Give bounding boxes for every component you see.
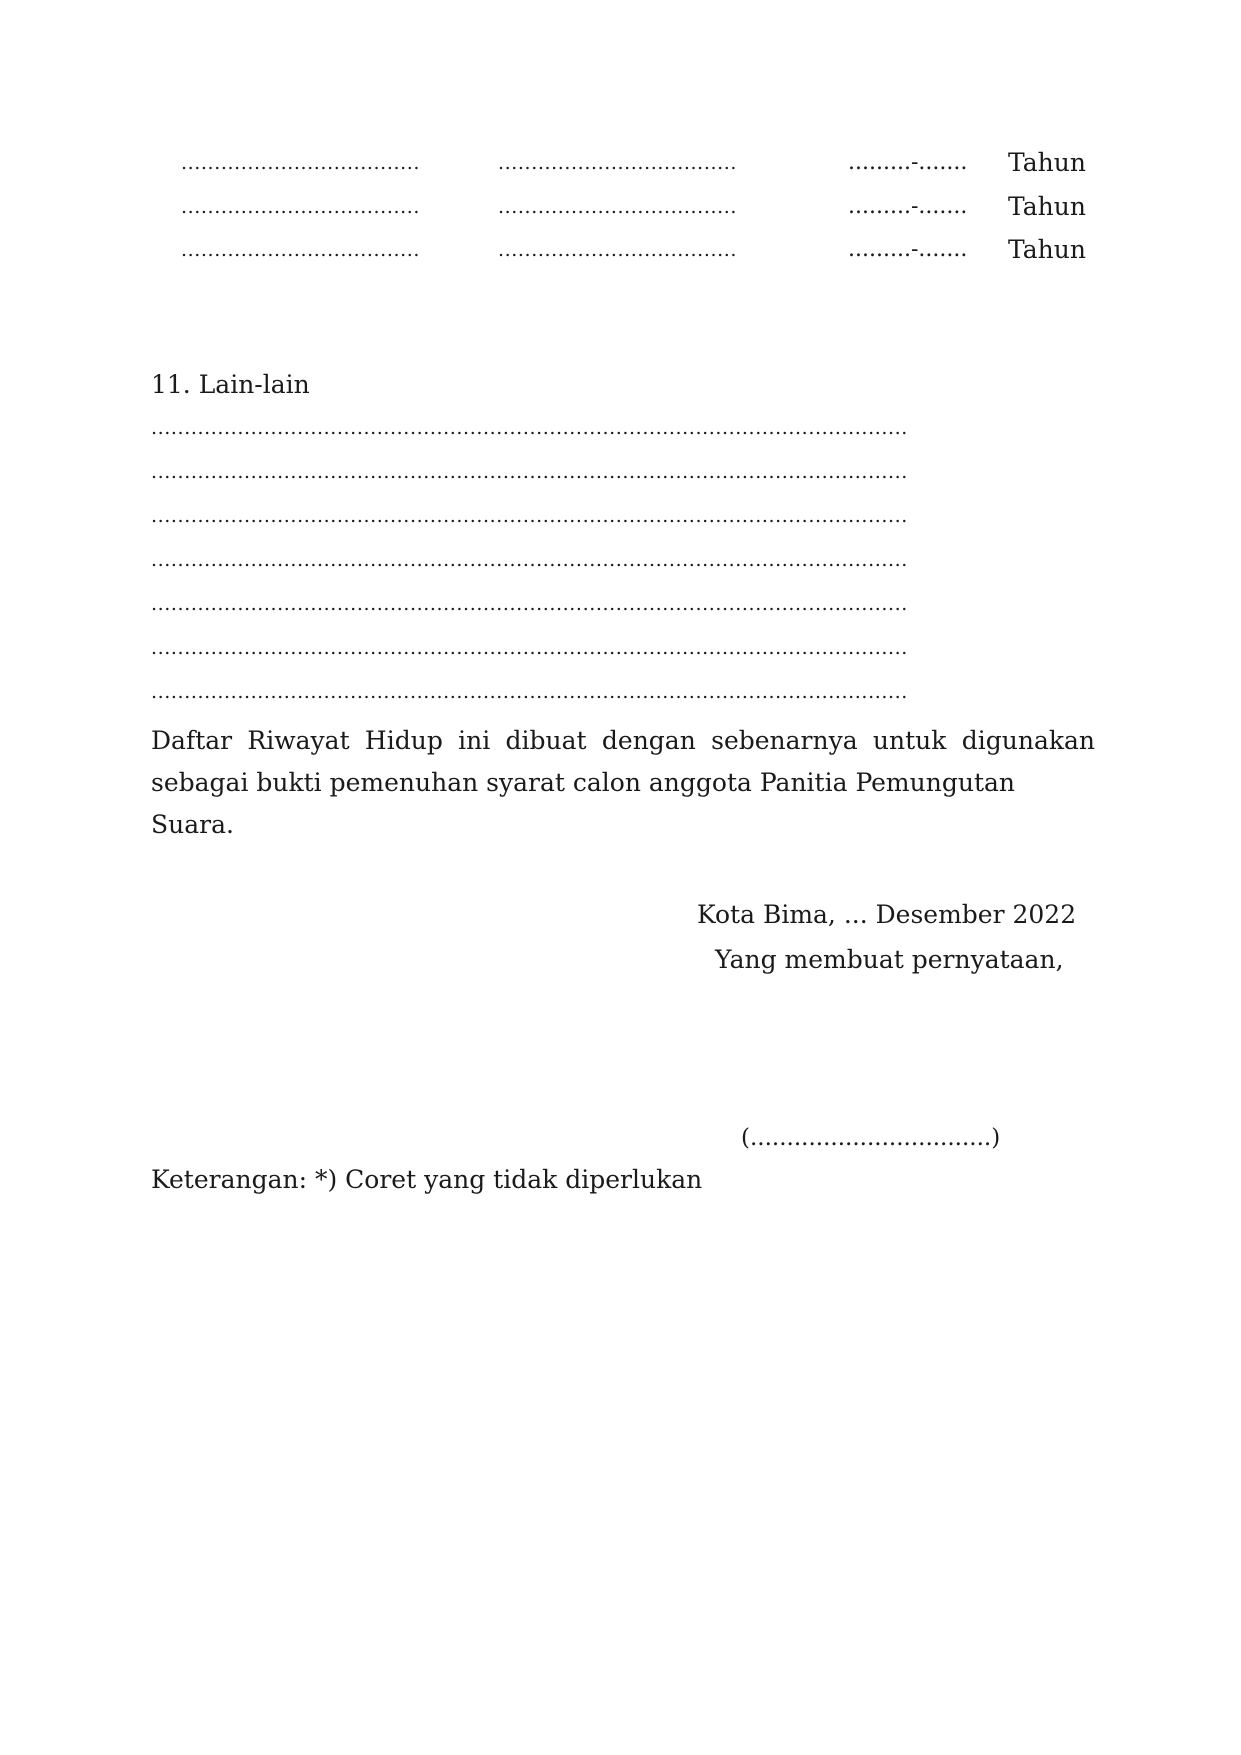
period-field: .........-....... [848, 194, 968, 219]
period-field: .........-....... [848, 237, 968, 262]
period-field: .........-....... [848, 150, 968, 175]
signer-title: Yang membuat pernyataan, [715, 945, 1064, 974]
statement-paragraph [151, 720, 1095, 846]
blank-field: .................................... [498, 152, 738, 174]
period-unit: Tahun [1008, 235, 1086, 264]
blank-line: .................................................................................................................. [151, 681, 908, 703]
blank-line: .................................................................................................................. [151, 549, 908, 571]
blank-line: .................................................................................................................. [151, 417, 908, 439]
blank-field: .................................... [181, 196, 421, 218]
period-unit: Tahun [1008, 148, 1086, 177]
place-date: Kota Bima, ... Desember 2022 [697, 900, 1077, 929]
signature-name-field: (.................................) [741, 1125, 1001, 1151]
footnote: Keterangan: *) Coret yang tidak diperlukan [151, 1165, 703, 1194]
statement-line: sebagai bukti pemenuhan syarat calon anggota Panitia Pemungutan Suara. [151, 768, 1016, 839]
blank-field: .................................... [498, 196, 738, 218]
section-heading: 11. Lain-lain [151, 370, 310, 399]
blank-line: .................................................................................................................. [151, 593, 908, 615]
blank-line: .................................................................................................................. [151, 461, 908, 483]
blank-field: .................................... [181, 239, 421, 261]
blank-field: .................................... [181, 152, 421, 174]
blank-line: .................................................................................................................. [151, 505, 908, 527]
period-unit: Tahun [1008, 192, 1086, 221]
statement-line: Daftar Riwayat Hidup ini dibuat dengan sebenarnya untuk digunakan [151, 726, 1095, 755]
blank-line: .................................................................................................................. [151, 637, 908, 659]
blank-field: .................................... [498, 239, 738, 261]
